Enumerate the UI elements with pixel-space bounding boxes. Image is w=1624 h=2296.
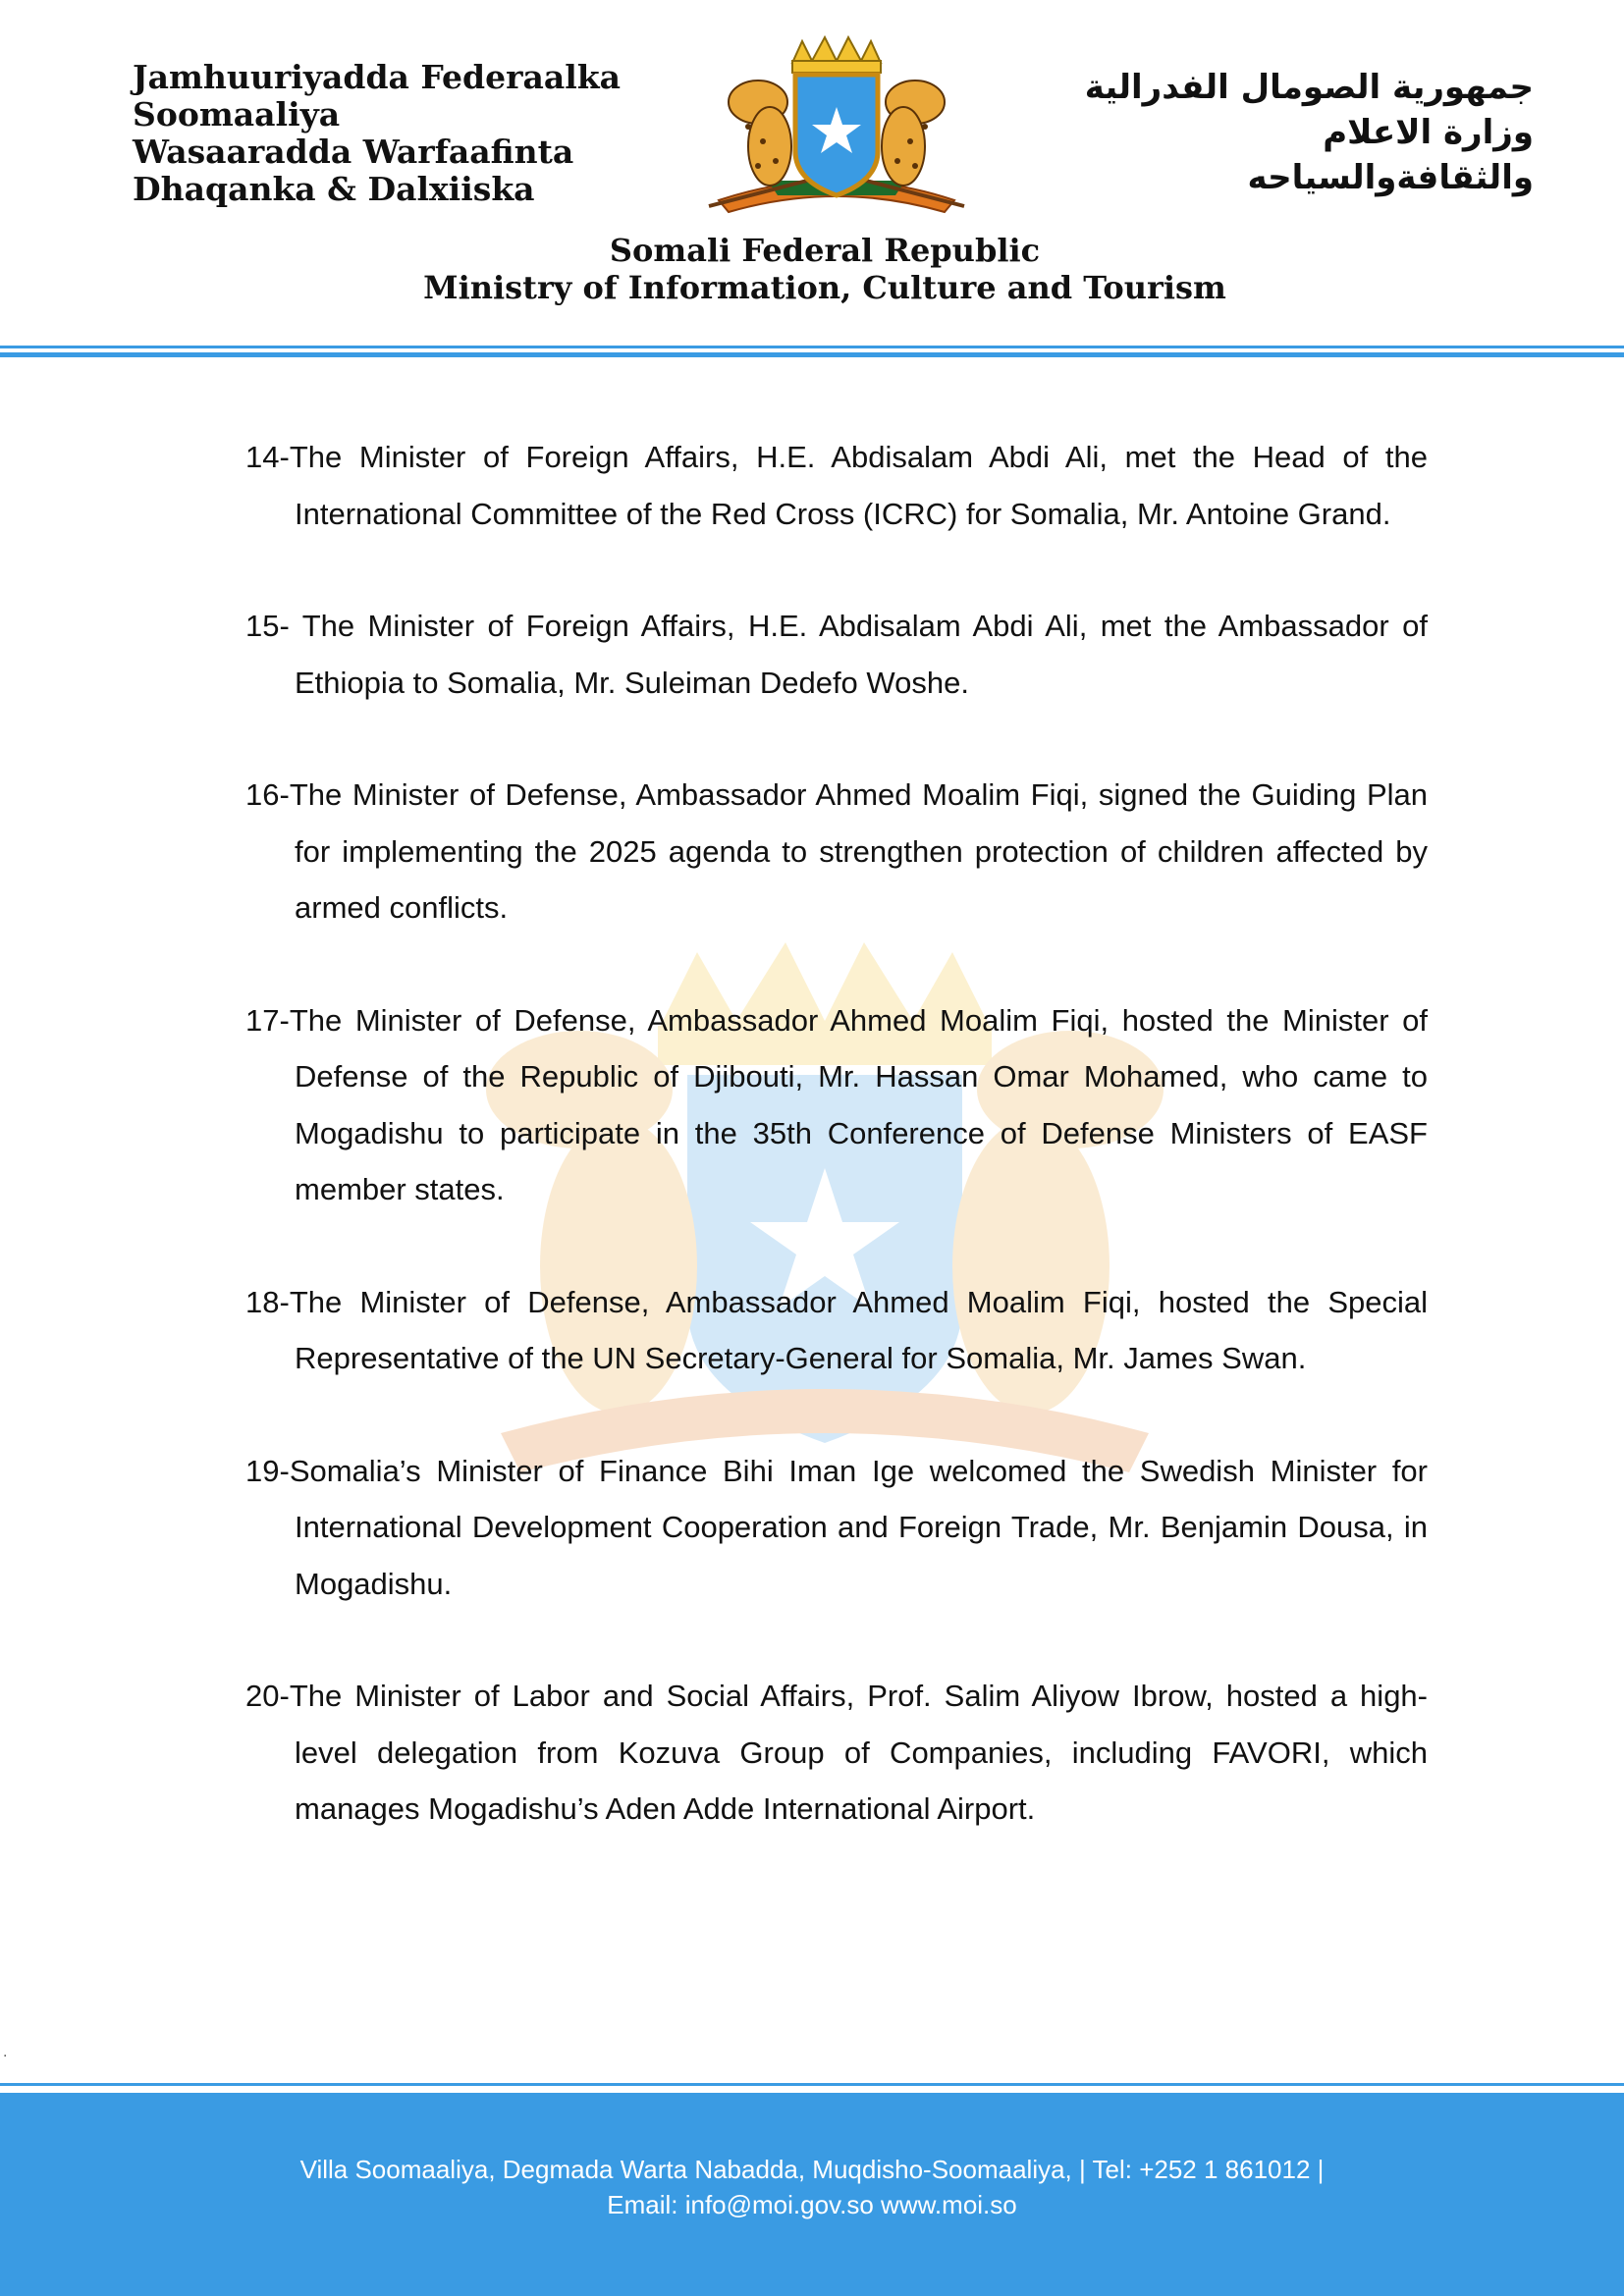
list-item: [245, 1274, 1428, 1387]
item-paragraph: [245, 429, 1428, 542]
item-text: The Minister of Defense, Ambassador Ahmed Moalim Fiqi, signed the Guiding Plan for implementing the 2025 agenda to strengthen protection of children affected by armed conflicts.: [289, 777, 1428, 925]
item-number: 16-: [245, 777, 290, 812]
item-number: 18-: [245, 1284, 290, 1319]
header-title: Somali Federal Republic: [609, 232, 1041, 269]
header-arabic-line: جمهورية الصومال الفدرالية: [1084, 68, 1534, 107]
item-number: 15-: [245, 609, 302, 643]
header-english-name: [0, 232, 1624, 306]
header-arabic-line: والثقافةوالسياحه: [1247, 158, 1534, 197]
item-number: 14-: [245, 440, 290, 474]
item-text: Somalia’s Minister of Finance Bihi Iman Ige welcomed the Swedish Minister for International Development Cooperation and Foreign Trade, Mr. Benjamin Dousa, in Mogadishu.: [289, 1453, 1428, 1601]
list-item: [245, 1443, 1428, 1613]
item-paragraph: [245, 1274, 1428, 1387]
list-item: [245, 1668, 1428, 1838]
item-paragraph: [245, 1668, 1428, 1838]
somalia-coat-of-arms-icon: [699, 33, 974, 226]
item-text: The Minister of Defense, Ambassador Ahmed Moalim Fiqi, hosted the Special Representative of the UN Secretary-General for Somalia, Mr. James Swan.: [289, 1284, 1428, 1375]
news-list: [245, 429, 1428, 1894]
header-somali-line: Dhaqanka & Dalxiiska: [133, 170, 535, 208]
header-arabic-line: وزارة الاعلام: [1323, 113, 1534, 152]
header-arabic-name: [1023, 65, 1534, 200]
item-text: The Minister of Labor and Social Affairs, Prof. Salim Aliyow Ibrow, hosted a high-level delegation from Kozuva Group of Companies, including FAVORI, which manages Mogadishu’s Aden Adde International Airport.: [289, 1679, 1428, 1826]
item-number: 17-: [245, 1002, 290, 1038]
stray-mark: .: [3, 2044, 8, 2060]
header-subtitle: Ministry of Information, Culture and Tourism: [423, 269, 1226, 306]
item-text: The Minister of Foreign Affairs, H.E. Abdisalam Abdi Ali, met the Ambassador of Ethiopia to Somalia, Mr. Suleiman Dedefo Woshe.: [295, 609, 1429, 700]
footer-rule-thin: [0, 2083, 1624, 2086]
item-text: The Minister of Foreign Affairs, H.E. Abdisalam Abdi Ali, met the Head of the International Committee of the Red Cross (ICRC) for Somalia, Mr. Antoine Grand.: [289, 440, 1428, 531]
header-rule-thick: [0, 352, 1624, 357]
list-item: [245, 429, 1428, 542]
list-item: [245, 598, 1428, 711]
list-item: [245, 992, 1428, 1218]
header-somali-line: Wasaaradda Warfaafinta: [133, 133, 574, 171]
header-somali-name: [133, 59, 621, 208]
item-text: The Minister of Defense, Ambassador Ahmed Moalim Fiqi, hosted the Minister of Defense of the Republic of Djibouti, Mr. Hassan Omar Mohamed, who came to Mogadishu to participate in the 35th Conference of Defense Ministers of EASF member states.: [289, 1002, 1428, 1206]
item-paragraph: [245, 992, 1428, 1218]
header-somali-line: Jamhuuriyadda Federaalka: [133, 58, 622, 96]
list-item: [245, 767, 1428, 936]
footer: [0, 2093, 1624, 2296]
item-paragraph: [245, 598, 1428, 711]
header-rule-thin: [0, 346, 1624, 348]
footer-contact: Email: info@moi.gov.so www.moi.so: [607, 2190, 1017, 2219]
item-number: 19-: [245, 1453, 290, 1488]
item-number: 20-: [245, 1679, 290, 1713]
header-somali-line: Soomaaliya: [133, 95, 341, 133]
footer-address: Villa Soomaaliya, Degmada Warta Nabadda, Muqdisho-Soomaaliya, | Tel: +252 1 861012 |: [299, 2155, 1325, 2184]
item-paragraph: [245, 1443, 1428, 1613]
item-paragraph: [245, 767, 1428, 936]
